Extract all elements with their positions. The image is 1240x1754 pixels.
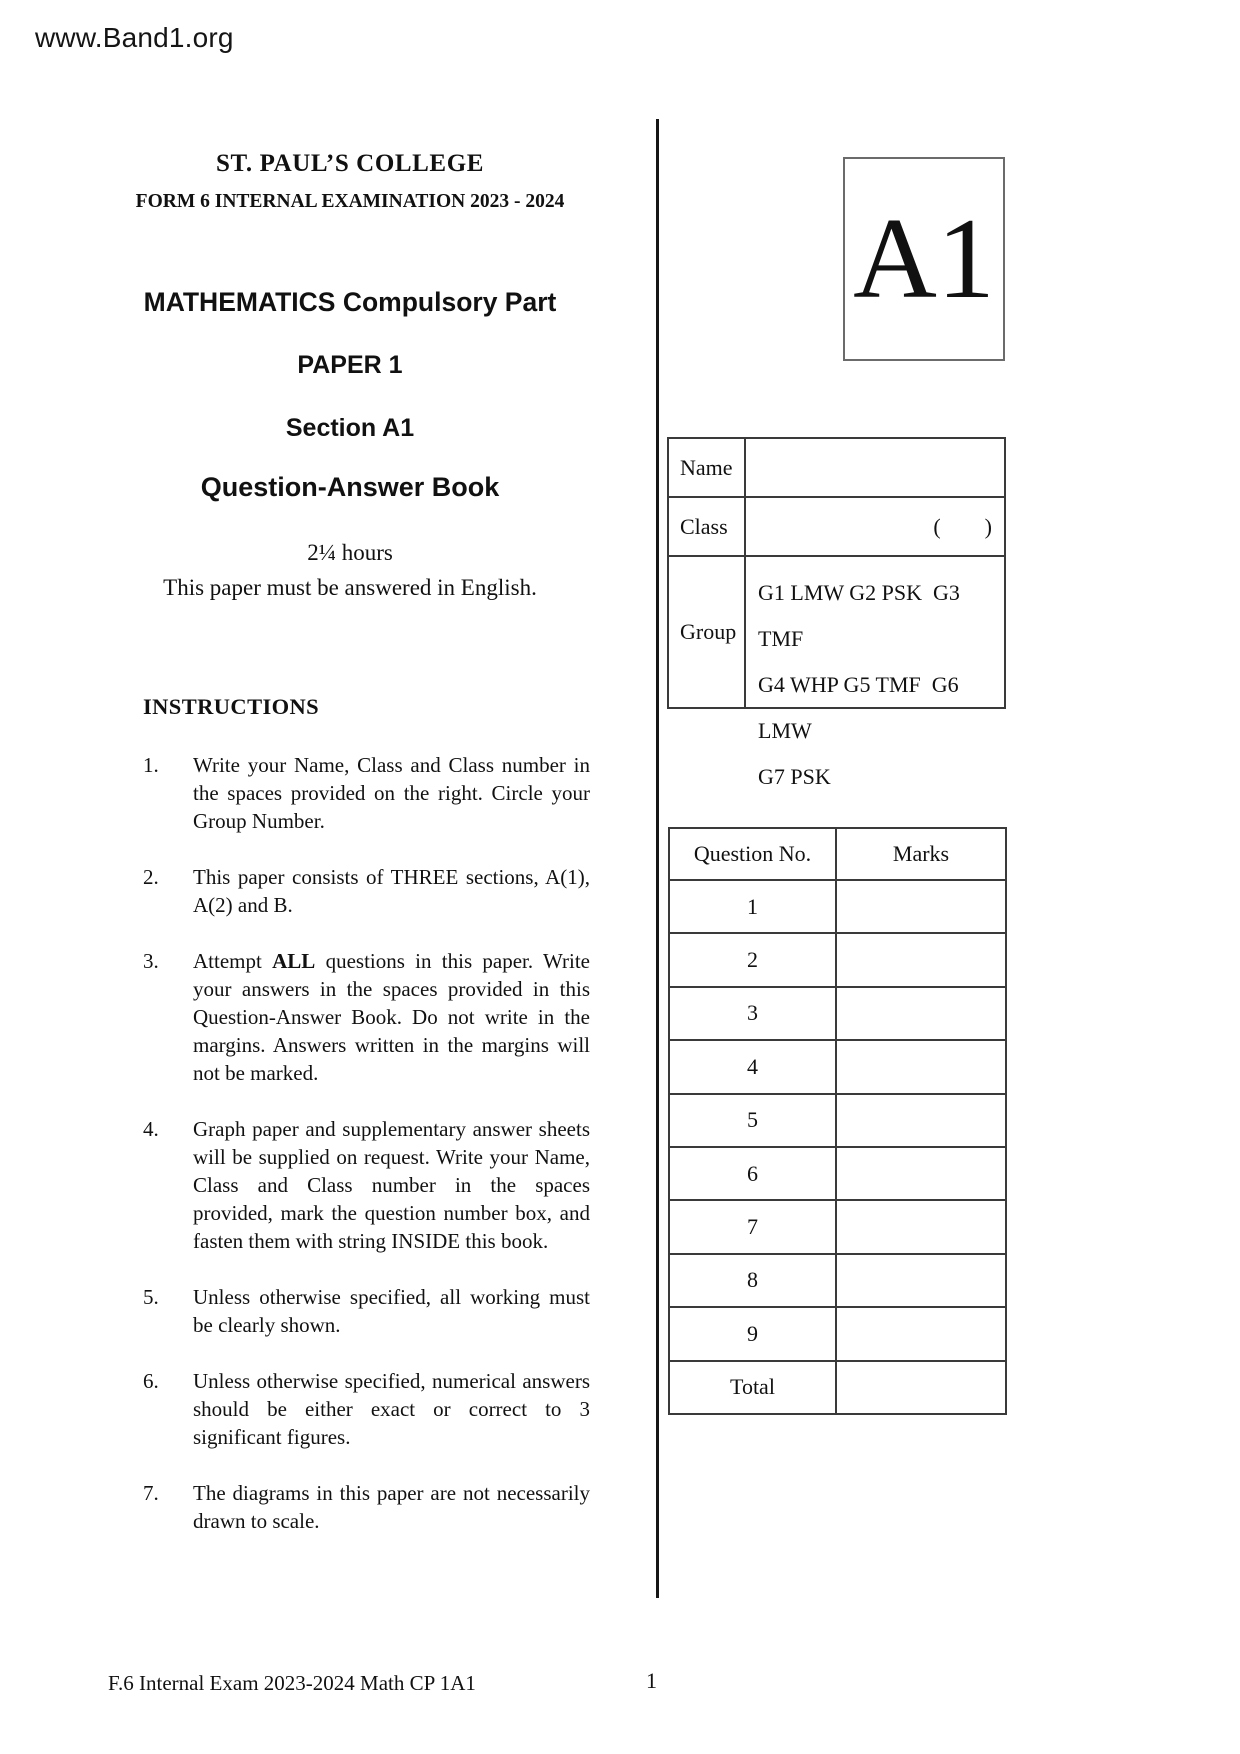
group-options-line-3: G7 PSK [758,764,831,789]
instruction-text [193,947,590,1087]
marks-table-header-row [670,829,1005,881]
question-cell: 3 [670,988,837,1039]
exam-title: FORM 6 INTERNAL EXAMINATION 2023 - 2024 [135,191,565,212]
instruction-text: This paper consists of THREE sections, A(1), A(2) and B. [193,865,590,917]
marks-cell [837,1201,1005,1252]
duration-text: 2¼ hours [307,540,393,565]
marks-cell [837,881,1005,932]
instruction-text: Write your Name, Class and Class number in the spaces provided on the right. Circle your Group Number. [193,753,590,833]
section-title: Section A1 [285,414,415,442]
instruction-number: 4. [143,1117,159,1141]
instruction-number: 7. [143,1481,159,1505]
instruction-number: 6. [143,1369,159,1393]
table-row [670,1255,1005,1308]
question-cell: 2 [670,934,837,985]
instruction-item-3 [143,947,595,1087]
paper-code-badge [843,157,1005,361]
marks-cell [837,1308,1005,1359]
class-number-parens: ( ) [933,513,992,539]
column-divider [656,119,659,1598]
marks-cell [837,934,1005,985]
table-row [670,1308,1005,1361]
question-cell: Total [670,1362,837,1413]
question-cell: 9 [670,1308,837,1359]
instruction-item-6 [143,1367,595,1451]
language-note: This paper must be answered in English. [163,575,537,600]
table-row [670,881,1005,934]
instruction-text: The diagrams in this paper are not necessarily drawn to scale. [193,1481,590,1533]
instructions-heading: INSTRUCTIONS [143,694,320,719]
paper-title: PAPER 1 [297,351,403,379]
group-label: Group [669,557,746,707]
instruction-text-pre: Attempt [193,949,273,973]
question-cell: 5 [670,1095,837,1146]
instruction-number: 5. [143,1285,159,1309]
marks-cell [837,1148,1005,1199]
instruction-number: 3. [143,949,159,973]
instruction-text: Graph paper and supplementary answer sheets will be supplied on request. Write your Name, Class and Class number in the spaces provided, mark the question number box, and fasten them with string INSIDE this book. [193,1117,590,1253]
marks-cell [837,1255,1005,1306]
instruction-text-post: questions in this paper. Write your answers in the spaces provided in this Question-Answer Book. Do not write in the margins. Answers written in the margins will not be marked. [193,949,590,1085]
table-row [670,1362,1005,1413]
marks-cell [837,1362,1005,1413]
question-no-header: Question No. [670,829,837,879]
group-options [746,557,1004,789]
class-row [669,498,1004,557]
marks-cell [837,1095,1005,1146]
paper-code-label: A1 [853,195,995,323]
page-number: 1 [646,1668,657,1693]
instruction-number: 1. [143,753,159,777]
question-cell: 7 [670,1201,837,1252]
table-row [670,1041,1005,1094]
site-watermark: www.Band1.org [35,22,234,53]
question-cell: 4 [670,1041,837,1092]
table-row [670,934,1005,987]
name-field [746,439,1004,496]
group-options-line-1: G1 LMW G2 PSK G3 TMF [758,580,960,651]
class-label: Class [669,498,746,555]
name-row [669,439,1004,498]
instruction-number: 2. [143,865,159,889]
instruction-text: Unless otherwise specified, all working must be clearly shown. [193,1285,590,1337]
subject-title: MATHEMATICS Compulsory Part [143,287,557,317]
marks-cell [837,1041,1005,1092]
book-title: Question-Answer Book [200,472,500,502]
instruction-item-4 [143,1115,595,1255]
instruction-item-2 [143,863,595,919]
name-label: Name [669,439,746,496]
footer-text: F.6 Internal Exam 2023-2024 Math CP 1A1 [108,1671,476,1695]
marks-table [668,827,1007,1415]
table-row [670,1095,1005,1148]
group-options-line-2: G4 WHP G5 TMF G6 LMW [758,672,959,743]
student-info-table [667,437,1006,789]
table-row [670,988,1005,1041]
instruction-item-7 [143,1479,595,1535]
marks-header: Marks [892,841,950,866]
instruction-text: Unless otherwise specified, numerical answers should be either exact or correct to 3 significant figures. [193,1369,590,1449]
table-row [670,1201,1005,1254]
instruction-text-bold: ALL [272,949,316,973]
class-field [746,498,1004,555]
instruction-item-5 [143,1283,595,1339]
group-row [669,557,1004,789]
instruction-item-1 [143,751,595,835]
marks-cell [837,988,1005,1039]
question-cell: 6 [670,1148,837,1199]
table-row [670,1148,1005,1201]
question-cell: 8 [670,1255,837,1306]
question-cell: 1 [670,881,837,932]
school-name: ST. PAUL’S COLLEGE [215,150,485,177]
instructions-list [143,751,595,1563]
